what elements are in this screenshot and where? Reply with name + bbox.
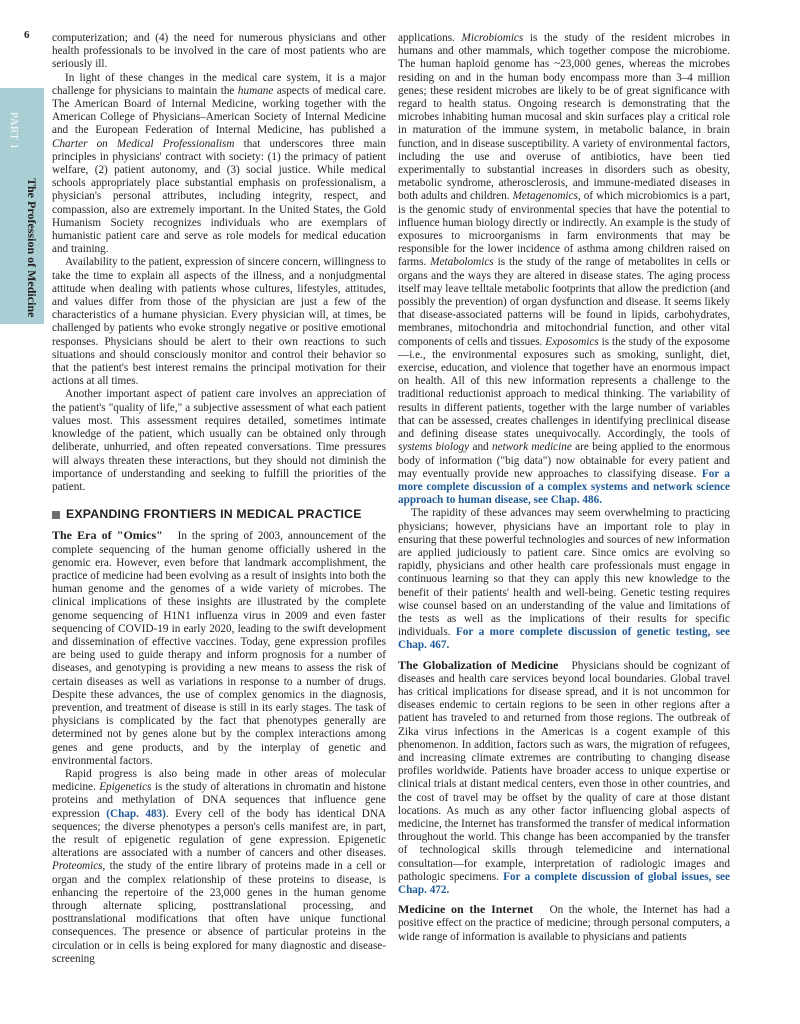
text-run: is the study of alterations in chromatin and histone proteins and methylation of DNA sequences that influence gene expression (52, 781, 386, 820)
text-run: and (469, 441, 493, 454)
paragraph (52, 72, 386, 257)
chapter-link[interactable]: For a more complete discussion of genetic testing, see Chap. 467. (398, 626, 730, 652)
paragraph (398, 507, 730, 652)
run-in-heading: The Era of "Omics" (52, 528, 163, 543)
emphasis-term: Epigenetics (99, 781, 152, 794)
emphasis-term: Metabolomics (430, 256, 494, 269)
paragraph (52, 529, 386, 768)
paragraph (52, 768, 386, 966)
part-title: The Profession of Medicine (25, 178, 39, 318)
chapter-link[interactable]: (Chap. 483) (106, 807, 166, 820)
page-number: 6 (24, 29, 30, 41)
paragraph: Another important aspect of patient care involves an appreciation of the patient's "quality of life," a subjective assessment of what each patient values most. This assessment requires detailed, sometimes intimate knowledge of the patient, which usually can be obtained only through deliberate, unhurried, and often repeated conversations. Time pressures will always threaten these interactions, but they should not diminish the importance of understanding and seeking to fulfill the priorities of the patient. (52, 388, 386, 493)
emphasis-term: Proteomics (52, 860, 103, 873)
paragraph (398, 659, 730, 898)
paragraph (398, 32, 730, 507)
text-run: applications. (398, 32, 462, 44)
emphasis-term: Exposomics (545, 335, 599, 348)
text-run: In the spring of 2003, announcement of the complete sequencing of the human genome officially ushered in the genomic era. However, even before that landmark accomplishment, the practice of medicine had been evolving as a result of insights into both the human genome and the genomes of a wide variety of microbes. The clinical implications of these insights are illustrated by the complete genome sequencing of H1N1 influenza virus in 2009 and even faster sequencing of COVID-19 in early 2020, leading to the swift development and dissemination of effective vaccines. Today, gene expression profiles are being used to guide therapy and inform prognosis for a number of diseases, and genotyping is providing a new means to assess the risk of certain diseases as well as variations in response to a number of drugs. Despite these advances, the use of complex genomics in the diagnosis, prevention, and treatment of disease is still in its early stages. The task of physicians is complicated by the fact that phenotypes generally are determined not by genes alone but by the complex interactions among genes and gene products, and by the interplay of genetic and environmental factors. (52, 530, 386, 767)
emphasis-term: Metagenomics (512, 190, 578, 203)
right-column (398, 32, 730, 944)
paragraph (398, 903, 730, 944)
part-side-tab (0, 88, 44, 324)
paragraph: Availability to the patient, expression of sincere concern, willingness to take the time to explain all aspects of the illness, and a nonjudgmental attitude when dealing with patients whose cultures, lifestyles, attitudes, and values differ from those of the physician are just a few of the characteristics of a humane physician. Every physician will, at times, be challenged by patients who evoke strongly negative or positive emotional responses. Physicians should be alert to their own reactions to such situations and should consciously monitor and control their behavior so that the patient's best interest remains the principal motivation for their actions at all times. (52, 256, 386, 388)
chapter-link[interactable]: For a more complete discussion of a complex systems and network science approach to human disease, see Chap. 486. (398, 467, 730, 507)
left-column (52, 32, 386, 966)
section-heading-text: EXPANDING FRONTIERS IN MEDICAL PRACTICE (66, 507, 362, 522)
text-run: , the study of the entire library of proteins made in a cell or organ and the complex relationship of these proteins to disease, is enhancing the repertoire of the 23,000 genes in the human genome through alternate splicing, posttranslational processing, and posttranslational modifications that often have unique functional consequences. The presence or absence of particular proteins in the circulation or in cells is being explored for many diagnostic and disease-screening (52, 860, 386, 965)
emphasis-term: Charter on Medical Professionalism (52, 137, 235, 150)
paragraph: computerization; and (4) the need for numerous physicians and other health professionals to be involved in the care of most patients who are seriously ill. (52, 32, 386, 71)
text-run: , of which microbiomics is a part, is the genomic study of environmental species that have the potential to influence human biology directly or indirectly. An example is the study of exposures to microorganisms in farm environments that may be responsible for the lower incidence of asthma among children raised on farms. (398, 190, 730, 269)
emphasis-term: systems biology (398, 441, 470, 454)
chapter-link[interactable]: For a complete discussion of global issues, see Chap. 472. (398, 870, 730, 896)
part-label: PART 1 (8, 112, 20, 150)
section-heading (52, 508, 386, 521)
square-bullet-icon (52, 511, 60, 519)
emphasis-term: humane (237, 84, 274, 97)
text-run: . Every cell of the body has identical DNA sequences; the diverse phenotypes a person's cells manifest are, in part, the result of epigenetic regulation of gene expression. Epigenetic alterations are associated with a number of cancers and other diseases. (52, 807, 386, 860)
emphasis-term: Microbiomics (461, 32, 524, 44)
emphasis-term: network medicine (492, 441, 572, 454)
text-run: In light of these changes in the medical care system, it is a major challenge for physicians to maintain the (52, 71, 386, 97)
text-run: Physicians should be cognizant of diseases and health care services beyond local boundaries. Global travel has critical implications for disease spread, and it is not uncommon for diseases endemic to certain regions to be seen in other regions after a patient has traveled to and returned from those regions. The outbreak of Zika virus infections in the Americas is a cogent example of this phenomenon. In addition, factors such as wars, the migration of refugees, and increasing climate extremes are contributing to changing disease profiles worldwide. Patients have broader access to unique expertise or clinical trials at distant medical centers, even those in other countries, and the cost of travel may be offset by the quality of care at those distant locations. As much as any other factor influencing global aspects of medicine, the Internet has transformed the transfer of medical information throughout the world. This change has been accompanied by the transfer of technological skills through telemedicine and international consultation—for example, interpretation of radiologic images and pathologic specimens. (398, 659, 731, 883)
text-run: aspects of medical care. The American Board of Internal Medicine, working together with the American College of Physicians–American Society of Internal Medicine and the European Federation of Internal Medicine, has published a (52, 84, 386, 137)
text-run: are being applied to the enormous body of information ("big data") now obtainable for every patient and may eventually provide new approaches to classifying disease. (398, 441, 730, 480)
text-run: that underscores three main principles in physicians' contract with society: (1) the primacy of patient welfare, (2) patient autonomy, and (3) social justice. While medical schools appropriately place substantial emphasis on professionalism, a physician's personal attributes, including integrity, respect, and compassion, also are extremely important. In the United States, the Gold Humanism Society recognizes individuals who are exemplars of humanistic patient care and serve as role models for medical education and training. (52, 137, 386, 256)
text-run: is the study of the range of metabolites in cells or organs and the ways they are altered in disease states. The aging process itself may leave telltale metabolic footprints that allow the prediction (and possibly the prevention) of organ dysfunction and disease. It seems likely that disease-associated patterns will be found in lipids, carbohydrates, membranes, mitochondria and mitochondrial function, and other vital components of cells and tissues. (398, 256, 730, 348)
run-in-heading: The Globalization of Medicine (398, 657, 559, 672)
text-run: On the whole, the Internet has had a positive effect on the practice of medicine; through personal computers, a wide range of information is available to physicians and patients (398, 904, 731, 943)
text-run: is the study of the resident microbes in humans and other mammals, which together compose the microbiome. The human haploid genome has ~23,000 genes, whereas the microbes residing on and in the human body encompass more than 3–4 million genes; these resident microbes are likely to be of great significance with regard to health status. Ongoing research is demonstrating that the microbes inhabiting human mucosal and skin surfaces play a critical role in maturation of the immune system, in metabolic balance, in brain function, and in disease susceptibility. A variety of environmental factors, including the use and overuse of antibiotics, have been tied experimentally to substantial increases in disorders such as obesity, metabolic syndrome, atherosclerosis, and immune-mediated diseases in both adults and children. (398, 32, 730, 203)
run-in-heading: Medicine on the Internet (398, 902, 534, 917)
text-run: The rapidity of these advances may seem overwhelming to practicing physicians; however, physicians have an important role to play in ensuring that these powerful technologies and sources of new information are applied judiciously to patient care. Since omics are evolving so rapidly, physicians and other health care professionals must engage in continuous learning so that they can apply this new knowledge to the benefit of their patients' health and well-being. Genetic testing requires wise counsel based on an understanding of the value and limitations of the tests as well as the implications of their results for specific individuals. (398, 507, 730, 639)
text-run: is the study of the exposome—i.e., the environmental exposures such as smoking, sunlight, diet, exercise, education, and violence that together have an enormous impact on health. All of this new information represents a challenge to the traditional reductionist approach to medical thinking. The variability of results in different patients, together with the large number of variables that can be assessed, creates challenges in identifying preclinical disease and defining disease states unequivocally. Accordingly, the tools of (398, 335, 730, 441)
text-run: Rapid progress is also being made in other areas of molecular medicine. (52, 767, 386, 794)
